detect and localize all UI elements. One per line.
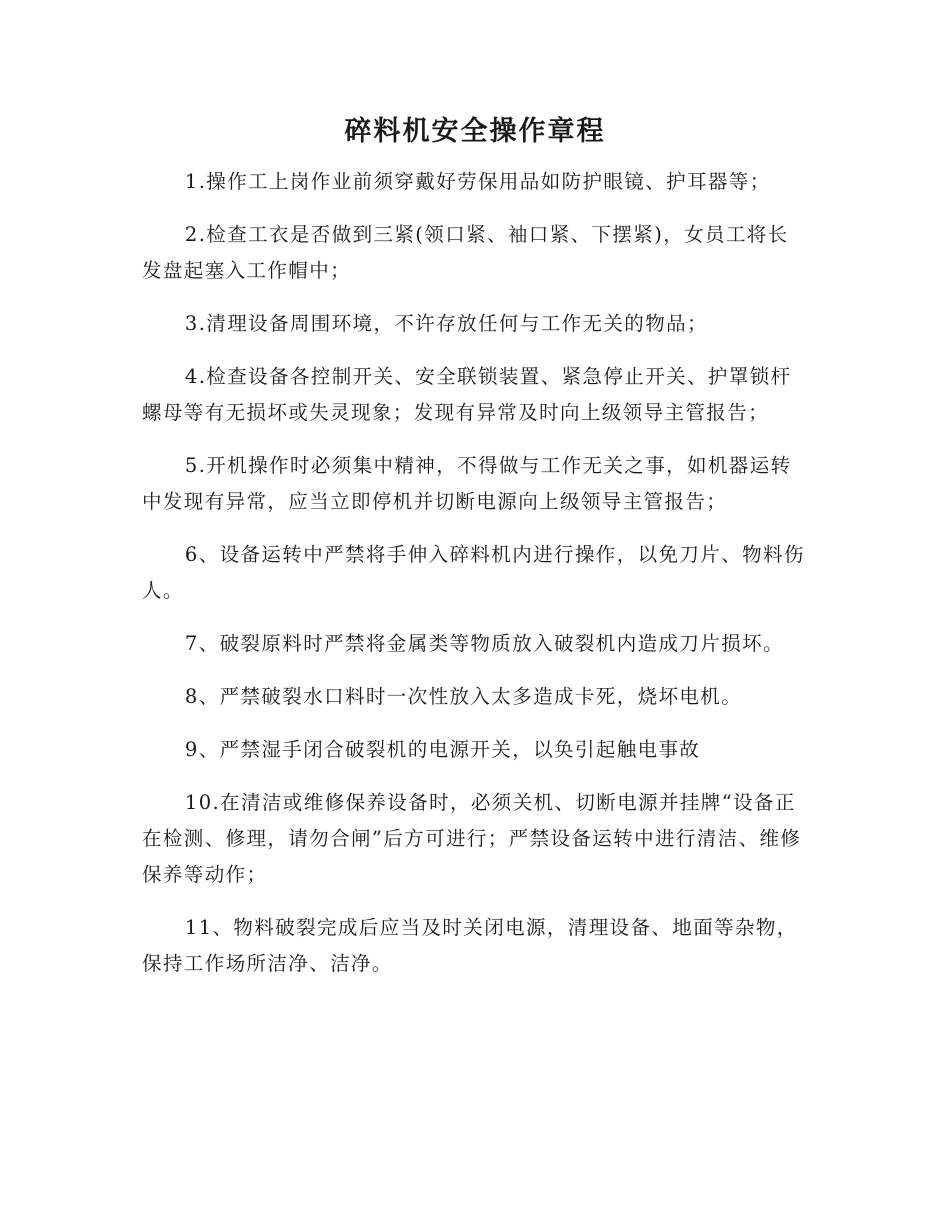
paragraph-2: 2.检查工衣是否做到三紧(领口紧、袖口紧、下摆紧)，女员工将长发盘起塞入工作帽中； — [142, 223, 789, 282]
paragraph-4: 4.检查设备各控制开关、安全联锁装置、紧急停止开关、护罩锁杆螺母等有无损坏或失灵现象；发现有异常及时向上级领导主管报告； — [142, 365, 792, 424]
paragraph-3: 3.清理设备周围环境，不许存放任何与工作无关的物品； — [184, 312, 708, 335]
document-title: 碎料机安全操作章程 — [344, 116, 606, 147]
paragraph-5: 5.开机操作时必须集中精神，不得做与工作无关之事，如机器运转中发现有异常，应当立即停机并切断电源向上级领导主管报告； — [142, 454, 792, 513]
document-body — [142, 164, 806, 999]
paragraph-7: 7、破裂原料时严禁将金属类等物质放入破裂机内造成刀片损坏。 — [184, 632, 784, 655]
paragraph-1: 1.操作工上岗作业前须穿戴好劳保用品如防护眼镜、护耳器等； — [184, 170, 771, 193]
paragraph-11: 11、物料破裂完成后应当及时关闭电源，清理设备、地面等杂物，保持工作场所洁净、洁净。 — [142, 916, 798, 975]
paragraph-8: 8、严禁破裂水口料时一次性放入太多造成卡死，烧坏电机。 — [184, 685, 743, 708]
paragraph-6: 6、设备运转中严禁将手伸入碎料机内进行操作，以免刀片、物料伤人。 — [142, 543, 805, 602]
paragraph-9: 9、严禁湿手闭合破裂机的电源开关，以奂引起触电事故 — [184, 738, 701, 761]
paragraph-10: 10.在清洁或维修保养设备时，必须关机、切断电源并挂牌“设备正在检测、修理，请勿合闸”后方可进行；严禁设备运转中进行清洁、维修保养等动作； — [142, 791, 802, 886]
